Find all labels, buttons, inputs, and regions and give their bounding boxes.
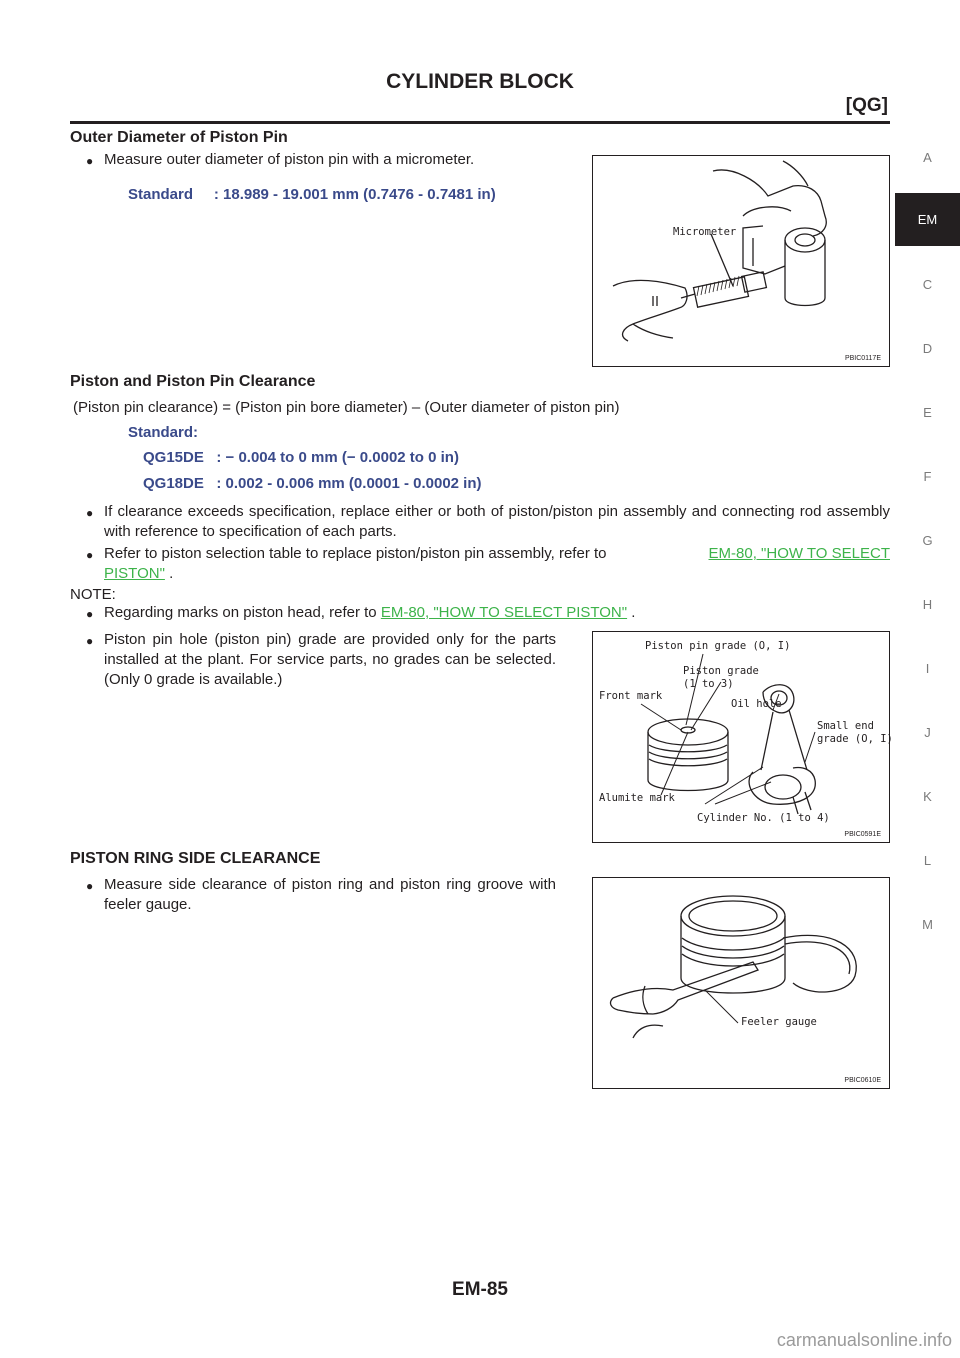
sidebar-item-h[interactable]: H xyxy=(922,597,933,612)
bullet-icon: ● xyxy=(86,607,94,621)
watermark: carmanualsonline.info xyxy=(776,1330,952,1350)
sidebar-item-c[interactable]: C xyxy=(922,277,933,292)
sidebar-item-f[interactable]: F xyxy=(923,469,932,484)
figure-code: PBIC0117E xyxy=(844,355,881,362)
front-mark-label: Front mark xyxy=(599,690,663,702)
sec2-bullet2-text: Refer to piston selection table to replace piston/piston pin assembly, refer to xyxy=(104,545,607,562)
clearance-heading: Piston and Piston Pin Clearance xyxy=(70,373,316,390)
bullet-icon: ● xyxy=(86,879,94,893)
micrometer-label: Micrometer xyxy=(673,226,737,238)
sidebar-item-m[interactable]: M xyxy=(922,917,933,932)
ring-clearance-heading: PISTON RING SIDE CLEARANCE xyxy=(70,850,321,867)
sec2-bullet2 xyxy=(104,544,890,584)
em-80-link-cont[interactable]: PISTON" xyxy=(104,565,165,582)
micrometer-illustration xyxy=(593,156,889,366)
bullet-icon: ● xyxy=(86,506,94,520)
page-title: CYLINDER BLOCK xyxy=(386,70,574,93)
sidebar-item-e[interactable]: E xyxy=(923,405,932,420)
sidebar-item-g[interactable]: G xyxy=(922,533,933,548)
sec2-bullet2-end: . xyxy=(164,565,174,582)
bullet-icon: ● xyxy=(86,154,94,168)
header-rule xyxy=(70,121,890,124)
piston-pin-grade-label: Piston pin grade (O, I) xyxy=(645,640,791,652)
clearance-formula: (Piston pin clearance) = (Piston pin bore diameter) – (Outer diameter of piston pin) xyxy=(73,399,620,416)
standard-label: Standard: xyxy=(128,424,199,441)
qg15de-spec: QG15DE : − 0.004 to 0 mm (− 0.0002 to 0 in) xyxy=(143,449,459,466)
feeler-gauge-label: Feeler gauge xyxy=(741,1016,817,1028)
note-label: NOTE: xyxy=(70,586,116,603)
sidebar-item-k[interactable]: K xyxy=(923,789,932,804)
page-number: EM-85 xyxy=(452,1279,508,1300)
note1 xyxy=(104,603,635,623)
feeler-gauge-illustration xyxy=(593,878,889,1088)
bullet-icon: ● xyxy=(86,548,94,562)
sec1-bullet-text: Measure outer diameter of piston pin with a micrometer. xyxy=(104,151,475,168)
em-80-link[interactable]: EM-80, "HOW TO SELECT xyxy=(708,545,890,562)
piston-grade-label: Piston grade (1 to 3) xyxy=(683,665,759,690)
sidebar-item-d[interactable]: D xyxy=(922,341,933,356)
qg18de-spec: QG18DE : 0.002 - 0.006 mm (0.0001 - 0.0002 in) xyxy=(143,475,482,492)
sidebar-item-i[interactable]: I xyxy=(925,661,930,676)
note1-text: Regarding marks on piston head, refer to xyxy=(104,604,381,621)
sidebar-item-j[interactable]: J xyxy=(924,725,931,740)
sec1-standard: Standard : 18.989 - 19.001 mm (0.7476 - 0.7481 in) xyxy=(128,186,496,203)
piston-marks-figure xyxy=(592,631,893,843)
feeler-gauge-figure xyxy=(592,877,890,1089)
note2: Piston pin hole (piston pin) grade are provided only for the parts installed at the plant. For service parts, no grades can be selected. (Only 0 grade is available.) xyxy=(104,631,556,688)
em-80-note-link[interactable]: EM-80, "HOW TO SELECT PISTON" xyxy=(380,604,628,621)
cylinder-no-label: Cylinder No. (1 to 4) xyxy=(697,812,830,824)
figure-code: PBIC0610E xyxy=(844,1077,881,1084)
bullet-icon: ● xyxy=(86,634,94,648)
note1-end: . xyxy=(627,604,636,621)
section-code: [QG] xyxy=(845,95,888,116)
sec2-bullet1: If clearance exceeds specification, replace either or both of piston/piston pin assembly and connecting rod assembly with reference to specification of each parts. xyxy=(104,503,890,540)
sidebar-item-l[interactable]: L xyxy=(923,853,932,868)
oil-hole-label: Oil hole xyxy=(731,698,782,710)
small-end-label: Small end grade (O, I) xyxy=(817,720,893,745)
sidebar-item-a[interactable]: A xyxy=(923,150,932,165)
sidebar-item-em[interactable]: EM xyxy=(895,193,960,246)
figure-code: PBIC0591E xyxy=(844,831,881,838)
outer-diameter-heading: Outer Diameter of Piston Pin xyxy=(70,129,288,146)
sec3-bullet: Measure side clearance of piston ring and piston ring groove with feeler gauge. xyxy=(104,876,556,913)
micrometer-figure xyxy=(592,155,890,367)
alumite-mark-label: Alumite mark xyxy=(599,792,675,804)
